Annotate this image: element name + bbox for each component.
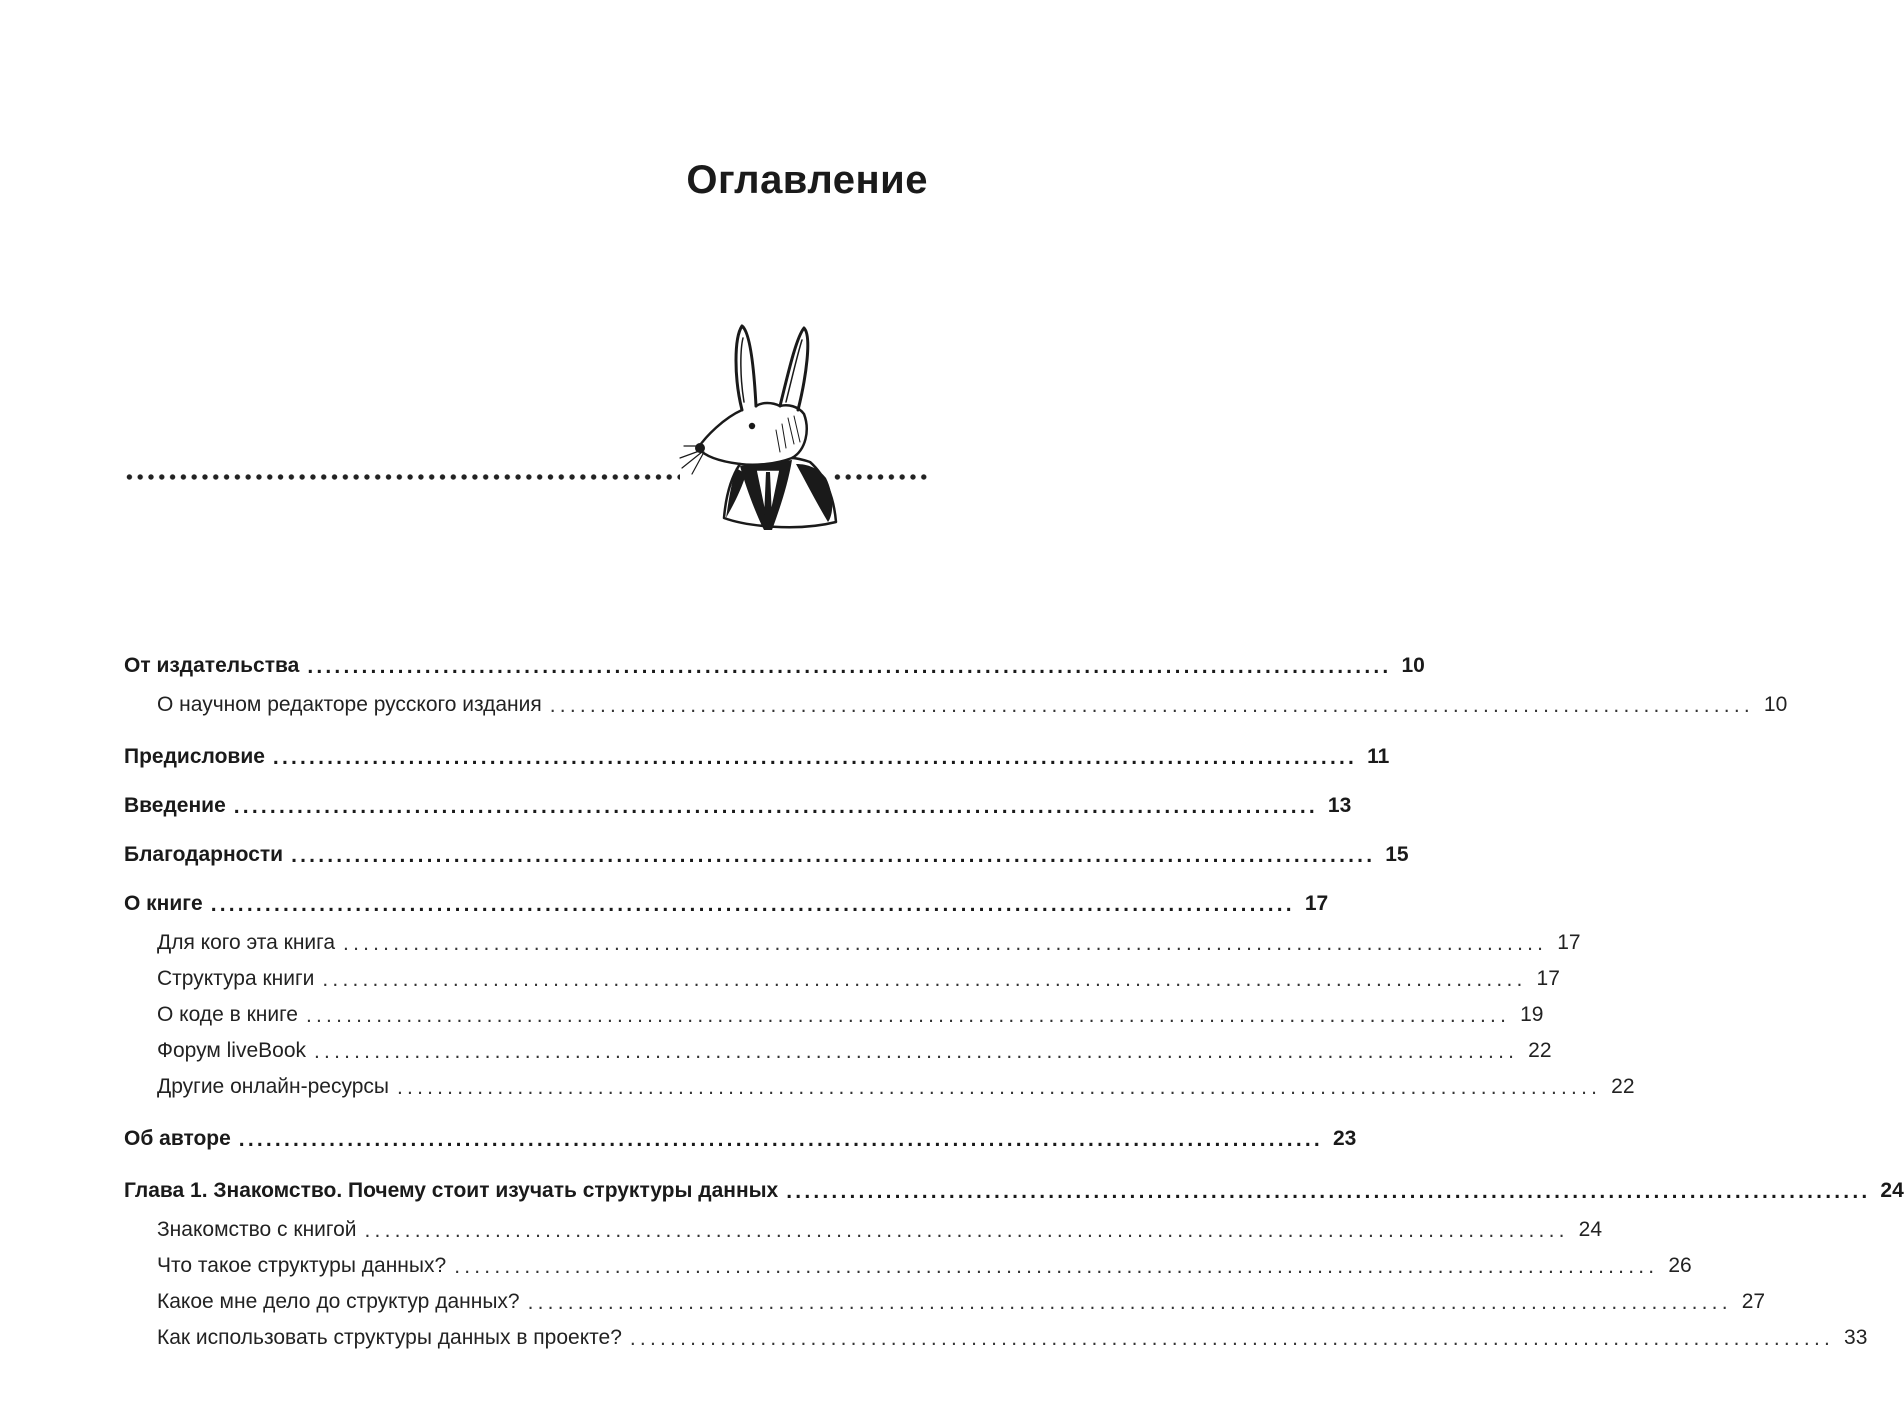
toc-subentry[interactable] <box>124 1033 1552 1063</box>
toc-entry-label: Введение <box>124 794 226 817</box>
toc-entry-page: 15 <box>1385 843 1409 866</box>
toc-entry[interactable] <box>124 788 1352 818</box>
toc-entry-label: От издательства <box>124 654 300 677</box>
toc-entry[interactable] <box>124 837 1409 867</box>
toc-subentry[interactable] <box>124 1248 1692 1278</box>
toc-entry-label: Предисловие <box>124 745 265 768</box>
toc-leader-dots: ........................................................................................................................ <box>549 694 1754 717</box>
toc-entry-page: 13 <box>1327 794 1352 817</box>
toc-entry-page: 22 <box>1528 1039 1552 1062</box>
toc-entry-page: 33 <box>1844 1326 1868 1349</box>
toc-entry-page: 22 <box>1611 1075 1635 1098</box>
toc-entry-label: Какое мне дело до структур данных? <box>157 1290 520 1313</box>
toc-entry-label: Как использовать структуры данных в проекте? <box>157 1326 622 1349</box>
toc-leader-dots: ........................................................................................................................ <box>527 1291 1732 1314</box>
toc-leader-dots: ........................................................................................................................ <box>454 1255 1659 1278</box>
toc-entry-page: 17 <box>1536 967 1560 990</box>
toc-entry-page: 24 <box>1578 1218 1603 1241</box>
toc-entry-label: О научном редакторе русского издания <box>157 693 542 716</box>
toc-subentry[interactable] <box>124 1284 1766 1314</box>
toc-leader-dots: ........................................................................................................................ <box>786 1180 1871 1203</box>
toc-entry[interactable] <box>124 1121 1357 1151</box>
toc-leader-dots: ........................................................................................................................ <box>307 655 1392 678</box>
page-title: Оглавление <box>686 158 928 202</box>
toc-subentry[interactable] <box>124 1212 1603 1242</box>
rabbit-in-suit-icon <box>676 318 846 540</box>
toc-entry-page: 11 <box>1367 745 1390 768</box>
toc-subentry[interactable] <box>124 1069 1635 1099</box>
toc-entry-label: Другие онлайн-ресурсы <box>157 1075 389 1098</box>
toc-leader-dots: ........................................................................................................................ <box>305 1004 1511 1027</box>
toc-leader-dots: ........................................................................................................................ <box>238 1128 1323 1151</box>
toc-leader-dots: ........................................................................................................................ <box>210 893 1295 916</box>
toc-entry-label: Для кого эта книга <box>157 931 336 954</box>
toc-entry-label: Что такое структуры данных? <box>157 1254 447 1277</box>
toc-leader-dots: ........................................................................................................................ <box>233 795 1318 818</box>
toc-entry-label: О коде в книге <box>157 1003 298 1026</box>
toc-leader-dots: ........................................................................................................................ <box>364 1219 1569 1242</box>
toc-entry-page: 19 <box>1520 1003 1544 1026</box>
toc-entry[interactable] <box>124 648 1425 678</box>
toc-entry-page: 17 <box>1304 892 1329 915</box>
toc-entry-label: Структура книги <box>157 967 315 990</box>
toc-leader-dots: ........................................................................................................................ <box>397 1076 1602 1099</box>
toc-entry-page: 26 <box>1668 1254 1692 1277</box>
toc-entry-page: 10 <box>1763 693 1788 716</box>
toc-entry-label: О книге <box>124 892 203 915</box>
toc-entry-label: Форум liveBook <box>157 1039 306 1062</box>
toc-entry-label: Благодарности <box>124 843 284 866</box>
dotted-divider-left <box>124 472 680 482</box>
toc-entry-page: 24 <box>1880 1179 1904 1202</box>
toc-leader-dots: ........................................................................................................................ <box>629 1327 1835 1350</box>
toc-entry[interactable] <box>124 739 1390 769</box>
toc-leader-dots: ........................................................................................................................ <box>343 932 1548 955</box>
toc-entry-label: Знакомство с книгой <box>157 1218 357 1241</box>
toc-leader-dots: ........................................................................................................................ <box>314 1040 1519 1063</box>
toc-entry-page: 17 <box>1557 931 1581 954</box>
toc-subentry[interactable] <box>124 687 1788 717</box>
toc-entry-page: 27 <box>1741 1290 1766 1313</box>
toc-leader-dots: ........................................................................................................................ <box>322 968 1527 991</box>
toc-subentry[interactable] <box>124 961 1560 991</box>
dotted-divider-right <box>832 472 930 482</box>
toc-entry-page: 23 <box>1332 1127 1357 1150</box>
toc-entry-page: 10 <box>1401 654 1425 677</box>
toc-entry-label: Глава 1. Знакомство. Почему стоит изучать структуры данных <box>124 1179 779 1202</box>
toc-subentry[interactable] <box>124 925 1581 955</box>
toc-subentry[interactable] <box>124 1320 1868 1350</box>
toc-leader-dots: ........................................................................................................................ <box>291 844 1376 867</box>
toc-subentry[interactable] <box>124 997 1544 1027</box>
toc-entry[interactable] <box>124 1173 1904 1203</box>
toc-entry[interactable] <box>124 886 1329 916</box>
toc-entry-label: Об авторе <box>124 1127 231 1150</box>
toc-leader-dots: ........................................................................................................................ <box>272 746 1358 769</box>
